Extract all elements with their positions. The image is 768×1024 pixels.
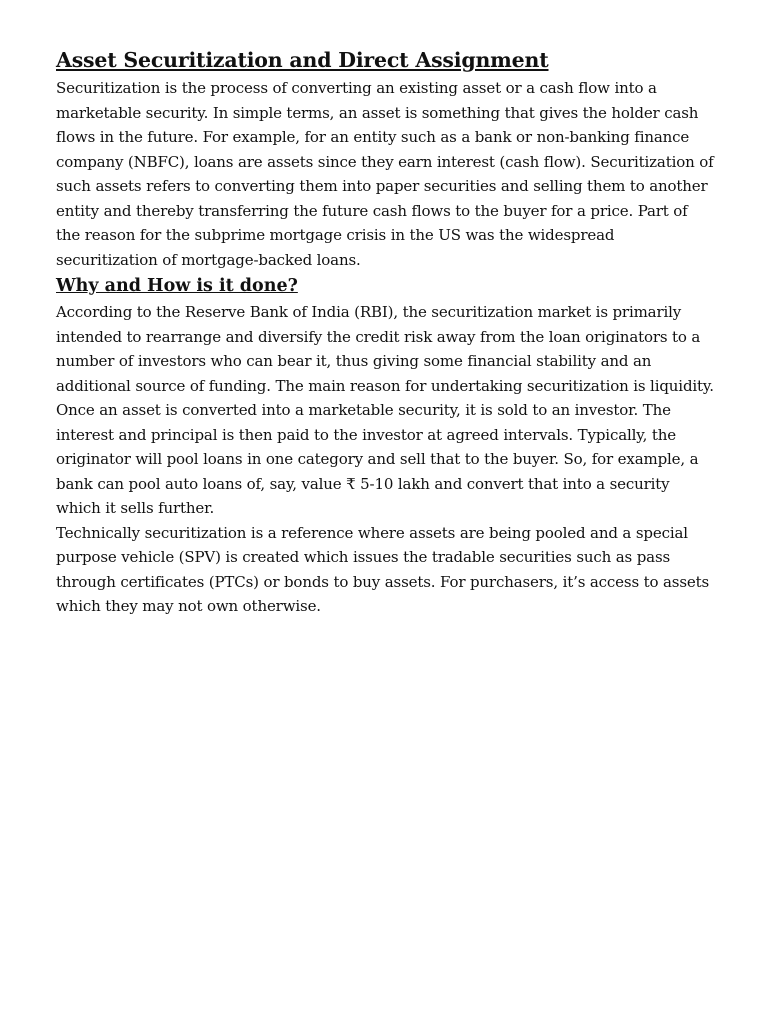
paragraph-rbi-purpose: According to the Reserve Bank of India (RBI), the securitization market is primarily intended to rearrange and diversify the credit risk away from the loan originators to a number of investors who can bear it, thus giving some financial stability and an additional source of funding. The main reason for undertaking securitization is liquidity. Once an asset is converted into a marketable security, it is sold to an investor. The interest and principal is then paid to the investor at agreed intervals. Typically, the originator will pool loans in one category and sell that to the buyer. So, for example, a bank can pool auto loans of, say, value ₹ 5-10 lakh and convert that into a security which it sells further. xyxy=(56,303,714,517)
paragraph-spv-technical: Technically securitization is a reference where assets are being pooled and a special purpose vehicle (SPV) is created which issues the tradable securities such as pass through certificates (PTCs) or bonds to buy assets. For purchasers, it’s access to assets which they may not own otherwise. xyxy=(56,523,710,615)
section-heading-why-and-how: Why and How is it done? xyxy=(56,276,298,296)
document-title: Asset Securitization and Direct Assignment xyxy=(56,48,549,72)
document-body xyxy=(56,44,716,619)
paragraph-securitization-definition: Securitization is the process of converting an existing asset or a cash flow into a marketable security. In simple terms, an asset is something that gives the holder cash flows in the future. For example, for an entity such as a bank or non-banking finance company (NBFC), loans are assets since they earn interest (cash flow). Securitization of such assets refers to converting them into paper securities and selling them to another entity and thereby transferring the future cash flows to the buyer for a price. Part of the reason for the subprime mortgage crisis in the US was the widespread securitization of mortgage-backed loans. xyxy=(56,79,714,269)
